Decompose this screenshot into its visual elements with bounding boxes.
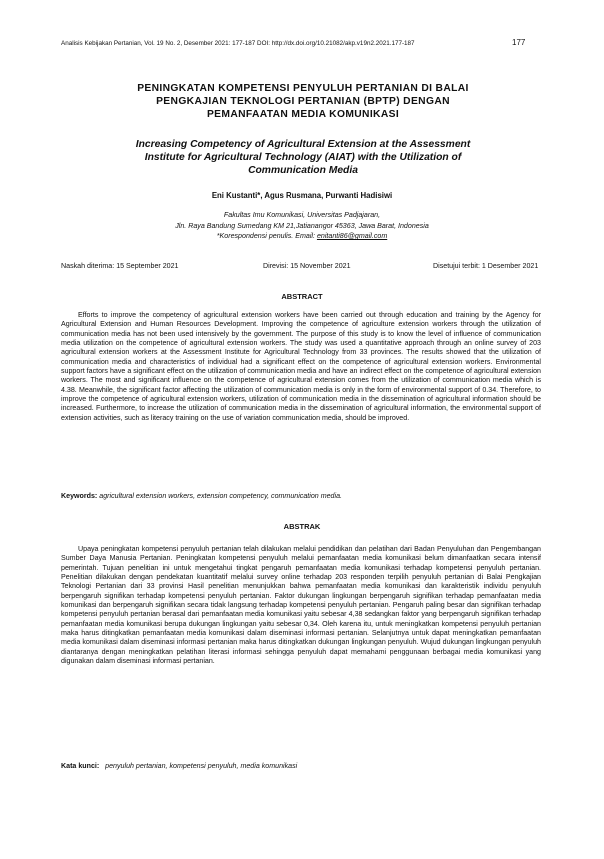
keywords xyxy=(61,492,541,500)
kata-kunci-label: Kata kunci: xyxy=(61,762,100,770)
date-accepted: Disetujui terbit: 1 Desember 2021 xyxy=(433,262,539,270)
abstrak-body: Upaya peningkatan kompetensi penyuluh pertanian telah dilakukan melalui pendidikan dan pelatihan dari Badan Penyuluhan dan Pengembangan Sumber Daya Manusia Pertanian. Peningkatan kompetensi penyuluh melalui pemanfaatan media komunikasi belum dimanfaatkan secara intensif pemerintah. Tujuan penelitian ini untuk mengetahui tingkat pengaruh pemanfaatan media komunikasi terhadap kompetensi penyuluh pertanian. Penelitian dilakukan dengan pendekatan kuantitatif melalui survey online terhadap 203 responden terpilih penyuluh pertanian di Balai Pengkajian Teknologi Pertanian dari 33 provinsi Hasil penelitian menunjukkan bahwa pemanfaatan media komunikasi dan karakteristik individu penyuluh berpengaruh signifikan terhadap kompetensi penyuluh pertanian. Faktor dukungan lingkungan berpengaruh signifikan terhadap pemanfaatan media komunikasi dan berpengaruh signifikan secara tidak langsung terhadap kompetensi penyuluh pertanian. Pengaruh paling besar dan signifikan terhadap kompetensi penyuluh pertanian berasal dari pemanfaatan media komunikasi yaitu sebesar 4,38 sedangkan faktor yang berpengaruh signifikan terhadap pemanfaatan media komunikasi berupa dukungan lingkungan yaitu sebesar 0,34. Oleh karena itu, untuk meningkatkan kompetensi penyuluh pertanian maka harus ditingkatkan pemanfaatan media komunikasi dalam diseminasi informasi pertanian. Selanjutnya untuk dapat meningkatkan pemanfaatan media komunikasi dalam diseminasi informasi pertanian maka harus ditingkatkan dukungan lingkungan penyuluh. Wujud dukungan lingkungan penyuluh diantaranya dengan meningkatkan pelatihan literasi informasi sehingga penyuluh dapat memahami penggunaan berbagai media komunikasi yang digunakan dalam diseminasi informasi pertanian. xyxy=(61,545,541,666)
title-english-line: Communication Media xyxy=(248,165,358,177)
date-revised: Direvisi: 15 November 2021 xyxy=(263,262,351,270)
abstract-body: Efforts to improve the competency of agricultural extension workers have been carried out through education and training by the Agency for Agricultural Extension and Human Resources Development. Improving the competence of agriculture extension workers through the utilization of communication media has not been used intensively by the government. The purpose of this study is to know the level of influence of communication media utilization on the competence of agricultural extension workers. The study was used a quantitative approach through an online survey of 203 agricultural extension workers at the Assessment Institute for Agricultural Technology from 33 provinces. The results showed that the utilization of communication media and characteristics of individual had a significant effect on the competence of agricultural extension workers. Environmental support factors have a significant effect on the utilization of communication media and have an indirect effect on the competence of agricultural extension workers. The most and significant influence on the competence of agricultural extension comes from the utilization of communication media which is 4.38. Meanwhile, the significant factor affecting the utilization of communication media is only in the form of environmental support of 0.34. Therefore, to improve the competence of agricultural extension workers, utilization of communication media in the dissemination of agricultural information should be increased. Furthermore, to increase the utilization of communication media in the dissemination of agricultural information, the environmental support of extension activities, such as literacy training on the use of variation communication media, should be improved. xyxy=(61,311,541,422)
correspondence-label: *Korespondensi penulis. Email: xyxy=(216,232,317,241)
author-list: Eni Kustanti*, Agus Rusmana, Purwanti Hadisiwi xyxy=(211,191,393,200)
correspondence xyxy=(0,231,604,242)
affiliation xyxy=(0,210,604,242)
page-number: 177 xyxy=(512,38,526,47)
title-indonesian-line: PEMANFAATAN MEDIA KOMUNIKASI xyxy=(206,109,400,121)
kata-kunci xyxy=(61,762,541,770)
keywords-label: Keywords: xyxy=(61,492,98,500)
abstrak-heading: ABSTRAK xyxy=(283,522,321,531)
kata-kunci-value: penyuluh pertanian, kompetensi penyuluh, media komunikasi xyxy=(105,762,298,770)
date-received: Naskah diterima: 15 September 2021 xyxy=(61,262,179,270)
abstract-heading: ABSTRACT xyxy=(281,292,323,301)
affiliation-address: Jln. Raya Bandung Sumedang KM 21,Jatianangor 45363, Jawa Barat, Indonesia xyxy=(175,221,429,230)
email-link[interactable]: enitanti86@gmail.com xyxy=(316,232,388,241)
keywords-value: agricultural extension workers, extension competency, communication media. xyxy=(99,492,342,500)
affiliation-institution: Fakultas Imu Komunikasi, Universitas Padjajaran, xyxy=(223,211,381,219)
running-head: Analisis Kebijakan Pertanian, Vol. 19 No. 2, Desember 2021: 177-187 DOI: http://dx.doi.org/10.21082/akp.v19n2.2021.177-187 xyxy=(61,40,415,47)
title-english-line: Increasing Competency of Agricultural Extension at the Assessment xyxy=(135,139,471,150)
title-indonesian xyxy=(70,82,536,122)
title-english-line: Institute for Agricultural Technology (AIAT) with the Utilization of xyxy=(144,152,462,164)
title-indonesian-line: PENGKAJIAN TEKNOLOGI PERTANIAN (BPTP) DENGAN xyxy=(156,96,450,108)
title-english xyxy=(70,138,536,178)
title-indonesian-line: PENINGKATAN KOMPETENSI PENYULUH PERTANIAN DI BALAI xyxy=(137,83,469,94)
